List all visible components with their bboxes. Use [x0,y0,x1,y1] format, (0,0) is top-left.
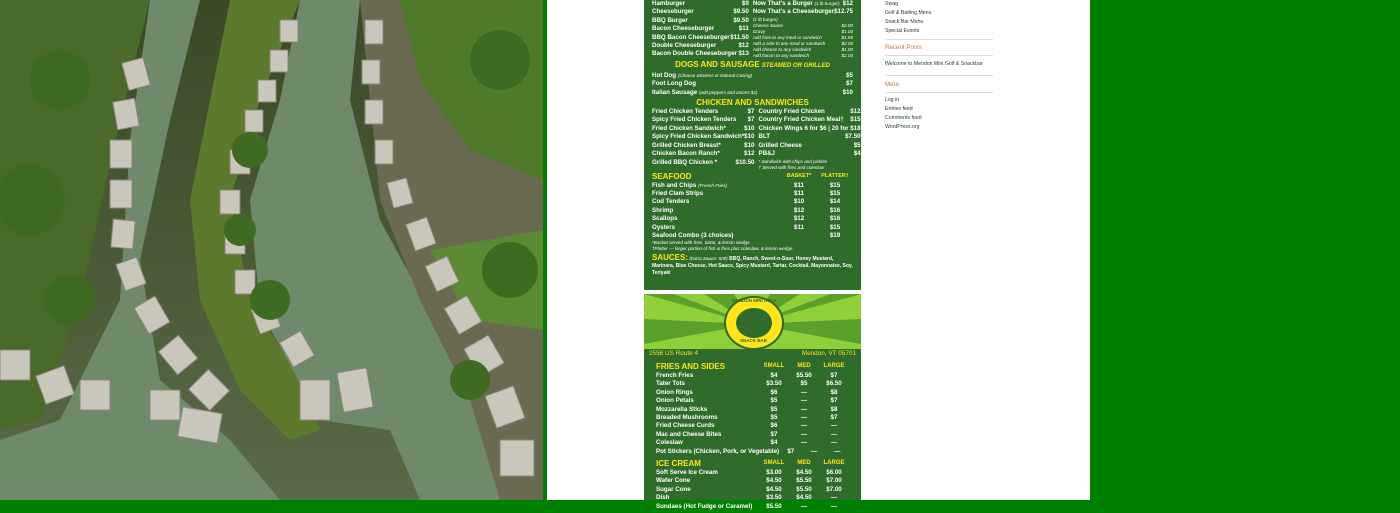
menu-row: Bacon Cheeseburger $11 [652,25,749,33]
meta-link-comments-feed[interactable]: Comments feed [885,115,922,121]
menu-row: Grilled Cheese $5 [758,141,861,149]
seafood-section-title: SEAFOOD [652,171,692,181]
fries-row: Coleslaw $4 — — [656,439,838,447]
addon-row: Cheese Sauce $2.00 [752,22,853,28]
meta-title: Meta [885,81,899,88]
menu-note: (1 lb burger) [752,16,778,22]
basket-header: BASKET* [786,173,812,179]
seafood-row: Shrimp $12 $16 [652,206,841,214]
menu-note: †Platter — larger portion of fish & fries plus coleslaw, & lemon wedge [652,246,793,252]
fries-row: Onion Rings $6 — $8 [656,388,838,396]
fries-row: Fried Cheese Curds $6 — — [656,422,838,430]
menu1-body [644,0,861,277]
platter-header: PLATTER† [821,173,849,179]
fries-row: French Fries $4 $5.50 $7 [656,372,838,379]
burgers-section [652,0,853,59]
mini-golf-photo [0,0,543,500]
menu-row: Fried Chicken Tenders $7 [652,108,755,116]
menu-row: Double Cheeseburger $12 [652,42,749,50]
snack-bar-menu-image-1[interactable] [644,0,861,290]
menu-row: BLT $7.50 [758,133,861,141]
chicken-left [652,108,754,170]
menu-row: PB&J $4 [758,150,861,158]
burgers-left [652,0,749,59]
menu2-body [644,359,861,513]
burgers-right [753,0,853,59]
addon-row: Add bacon to any sandwich $2.00 [752,52,853,58]
chicken-section [652,108,861,170]
meta-link-login[interactable]: Log in [885,97,900,103]
addon-row: Add a side to any meal or sandwich $2.00 [752,40,853,46]
menu-row: Now That's a Burger (1 lb burger) $12 [752,0,853,7]
seafood-header [652,171,853,182]
menu-row: Now That's a Cheeseburger $12.75 [752,8,853,16]
sidebar-divider [885,55,993,56]
fries-row: Onion Petals $5 — $7 [656,397,838,405]
menu-row: Hot Dog (Choose Skinless or Natural Casing) $5 [652,71,853,79]
sidebar-pages-widget [885,0,993,132]
menu-row: Country Fried Chicken $12 [758,108,861,116]
fries-row: Pot Stickers (Chicken, Pork, or Vegetable) $7 — — [656,447,841,455]
seafood-row: Scallops $12 $16 [652,215,841,223]
mini-golf-course-photo-icon [0,0,543,500]
ice-cream-row: Dish $3.50 $4.50 — [656,494,838,502]
menu-row: Italian Sausage (add peppers and onions $1) $10 [652,88,853,96]
sauces-block: SAUCES: (Extra Sauce: 50¢) BBQ, Ranch, Sweet-n-Sour, Honey Mustard, Marinara, Blue Cheese, Hot Sauce, Spicy Mustard, Tartar, Cocktail, Mayonnaise, Soy, Teriyaki [652,253,853,277]
menu-row: Spicy Fried Chicken Sandwich* $10 [652,133,755,141]
sidebar-link-golf-menu[interactable]: Golf & Batting Menu [885,10,932,16]
fries-row: Tater Tots $3.50 $5 $6.50 [656,380,842,388]
menu-row: Chicken Wings 6 for $6 | 20 for $18 [758,124,861,132]
menu2-banner [644,294,861,349]
addon-row: Add fries to any meal or sandwich $1.50 [752,34,853,40]
recent-post-link[interactable]: Welcome to Mendon Mini Golf & Snackbar [885,61,983,67]
ice-cream-header: ICE CREAM SMALL MED LARGE [656,459,845,469]
menu-row: Spicy Fried Chicken Tenders $7 [652,116,755,124]
menu-row: Grilled Chicken Breast* $10 [652,141,755,149]
menu-row: Bacon Double Cheeseburger $13 [652,50,749,58]
addon-row: Gravy $1.00 [752,28,853,34]
seafood-row: Fish and Chips (French Fries) $11 $15 [652,181,841,189]
menu-note: † Served with fries and coleslaw [758,164,825,170]
menu-row: BBQ Burger $9.50 [652,16,749,24]
frog-mascot-icon [736,308,772,338]
menu-row: Grilled BBQ Chicken * $10.50 [652,158,755,166]
dogs-section-title: DOGS AND SAUSAGE STEAMED OR GRILLED [675,59,830,69]
menu-row: Cheeseburger $9.50 [652,8,749,16]
menu-row: BBQ Bacon Cheeseburger $11.50 [652,33,749,41]
menu-row: Hamburger $9 [652,0,749,7]
seafood-row: Fried Clam Strips $11 $15 [652,189,841,197]
ice-cream-row: Soft Serve Ice Cream $3.00 $4.50 $6.00 [656,469,842,477]
town-text: Mendon, VT 05701 [801,350,856,357]
sidebar-divider [885,92,993,93]
chicken-right [758,108,860,170]
sidebar-link-special-events[interactable]: Special Events [885,28,920,34]
sidebar-background [1000,0,1090,500]
sidebar-divider [885,75,993,76]
fries-row: Breaded Mushrooms $5 — $7 [656,414,838,422]
recent-posts-title: Recent Posts [885,44,922,51]
ice-cream-row: Wafer Cone $4.50 $5.50 $7.00 [656,477,842,485]
seafood-row: Oysters $11 $15 [652,223,841,231]
fries-header: FRIES AND SIDES SMALL MED LARGE [656,362,845,371]
menu-row: Foot Long Dog $7 [652,80,853,88]
menu-row: Chicken Bacon Ranch* $12 [652,150,755,158]
ice-cream-row: Sugar Cone $4.50 $5.50 $7.00 [656,485,842,493]
fries-row: Mozzarella Sticks $5 — $8 [656,405,838,413]
chicken-section-title: CHICKEN AND SANDWICHES [696,98,809,108]
menu-note: *Basket served with fries, tartar, & lemon wedge [652,240,750,246]
sidebar-link-snack-bar-menu[interactable]: Snack Bar Menu [885,19,924,25]
menu-note: * Sandwich with chips and pickles [758,158,828,164]
logo-bottom-text: SNACK BAR [740,338,767,343]
meta-link-wordpress[interactable]: WordPress.org [885,124,920,130]
menu-row: Fried Chicken Sandwich* $10 [652,124,755,132]
addon-row: Add cheese to any sandwich $1.00 [752,46,853,52]
address-text: 2556 US Route 4 [649,350,699,357]
meta-link-entries-feed[interactable]: Entries feed [885,106,913,112]
seafood-row: Seafood Combo (3 choices) $19 [652,231,841,239]
address-row [644,349,861,359]
sidebar-link-swag[interactable]: Swag [885,1,898,7]
menu-row: Country Fried Chicken Meal† $15 [758,116,861,124]
fries-row: Mac and Cheese Bites $7 — — [656,430,838,438]
seafood-row: Cod Tenders $10 $14 [652,198,841,206]
logo-top-text: MENDON MINI GOLF [732,298,777,303]
ice-cream-row: Sundaes (Hot Fudge or Caramel) $5.50 — — [656,502,838,510]
sidebar-divider [885,39,993,40]
snack-bar-menu-image-2[interactable] [644,294,861,510]
